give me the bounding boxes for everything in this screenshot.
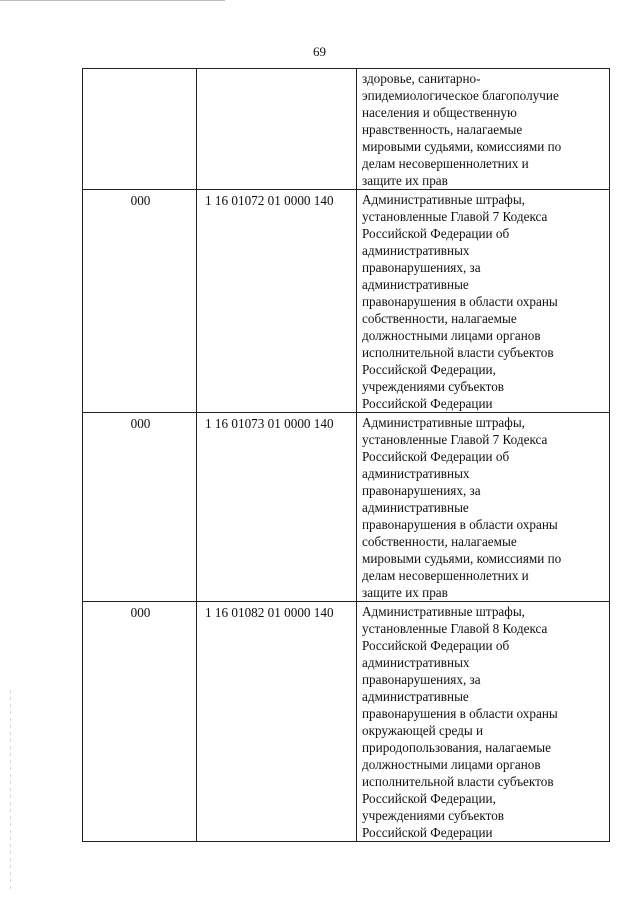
description-line: правонарушения в области охраны [362, 294, 558, 309]
description-line: правонарушениях, за [362, 483, 481, 498]
table-row [83, 413, 610, 602]
description-line: учреждениями субъектов [362, 808, 505, 823]
description-line: установленные Главой 8 Кодекса [362, 621, 548, 636]
description-line: исполнительной власти субъектов [362, 345, 554, 360]
description-line: правонарушениях, за [362, 260, 481, 275]
page-number: 69 [313, 44, 326, 59]
description-line: учреждениями субъектов [362, 379, 505, 394]
description-line: защите их прав [362, 585, 448, 600]
description-line: природопользования, налагаемые [362, 740, 551, 755]
description-line: Административные штрафы, [362, 192, 525, 207]
description-line: административных [362, 466, 470, 481]
description-line: Российской Федерации [362, 825, 493, 840]
description-line: населения и общественную [362, 105, 517, 120]
description-line: Российской Федерации об [362, 638, 510, 653]
admin-code-cell: 000 [83, 190, 197, 413]
description-cell [357, 413, 610, 602]
description-line: нравственность, налагаемые [362, 122, 523, 137]
description-line: Российской Федерации об [362, 449, 510, 464]
budget-code-cell: 1 16 01073 01 0000 140 [197, 413, 357, 602]
description-line: правонарушениях, за [362, 672, 481, 687]
description-line: административных [362, 243, 470, 258]
description-line: административных [362, 655, 470, 670]
table-row [83, 602, 610, 842]
description-line: установленные Главой 7 Кодекса [362, 432, 548, 447]
admin-code-cell: 000 [83, 602, 197, 842]
description-line: собственности, налагаемые [362, 534, 517, 549]
description-line: мировыми судьями, комиссиями по [362, 551, 562, 566]
description-line: Административные штрафы, [362, 415, 525, 430]
description-line: административные [362, 277, 469, 292]
budget-codes-table [82, 68, 610, 842]
description-line: административные [362, 689, 469, 704]
table-body [83, 69, 610, 842]
description-line: установленные Главой 7 Кодекса [362, 209, 548, 224]
description-line: эпидемиологическое благополучие [362, 88, 559, 103]
description-line: делам несовершеннолетних и [362, 156, 529, 171]
budget-code-cell: 1 16 01072 01 0000 140 [197, 190, 357, 413]
description-line: административные [362, 500, 469, 515]
description-line: правонарушения в области охраны [362, 706, 558, 721]
description-line: мировыми судьями, комиссиями по [362, 139, 562, 154]
description-line: делам несовершеннолетних и [362, 568, 529, 583]
budget-code-cell [197, 69, 357, 190]
description-line: исполнительной власти субъектов [362, 774, 554, 789]
description-line: Российской Федерации, [362, 362, 496, 377]
description-cell [357, 69, 610, 190]
description-line: правонарушения в области охраны [362, 517, 558, 532]
description-line: защите их прав [362, 173, 448, 188]
admin-code-cell: 000 [83, 413, 197, 602]
description-line: собственности, налагаемые [362, 311, 517, 326]
admin-code-cell [83, 69, 197, 190]
description-line: здоровье, санитарно- [362, 71, 481, 86]
description-line: Российской Федерации, [362, 791, 496, 806]
table-row [83, 190, 610, 413]
description-cell [357, 190, 610, 413]
description-line: Административные штрафы, [362, 604, 525, 619]
top-scan-rule [0, 0, 225, 1]
description-line: должностными лицами органов [362, 328, 541, 343]
scan-edge-mark [10, 690, 11, 890]
description-line: окружающей среды и [362, 723, 484, 738]
table-row [83, 69, 610, 190]
description-line: Российской Федерации [362, 396, 493, 411]
description-cell [357, 602, 610, 842]
description-line: Российской Федерации об [362, 226, 510, 241]
budget-code-cell: 1 16 01082 01 0000 140 [197, 602, 357, 842]
description-line: должностными лицами органов [362, 757, 541, 772]
